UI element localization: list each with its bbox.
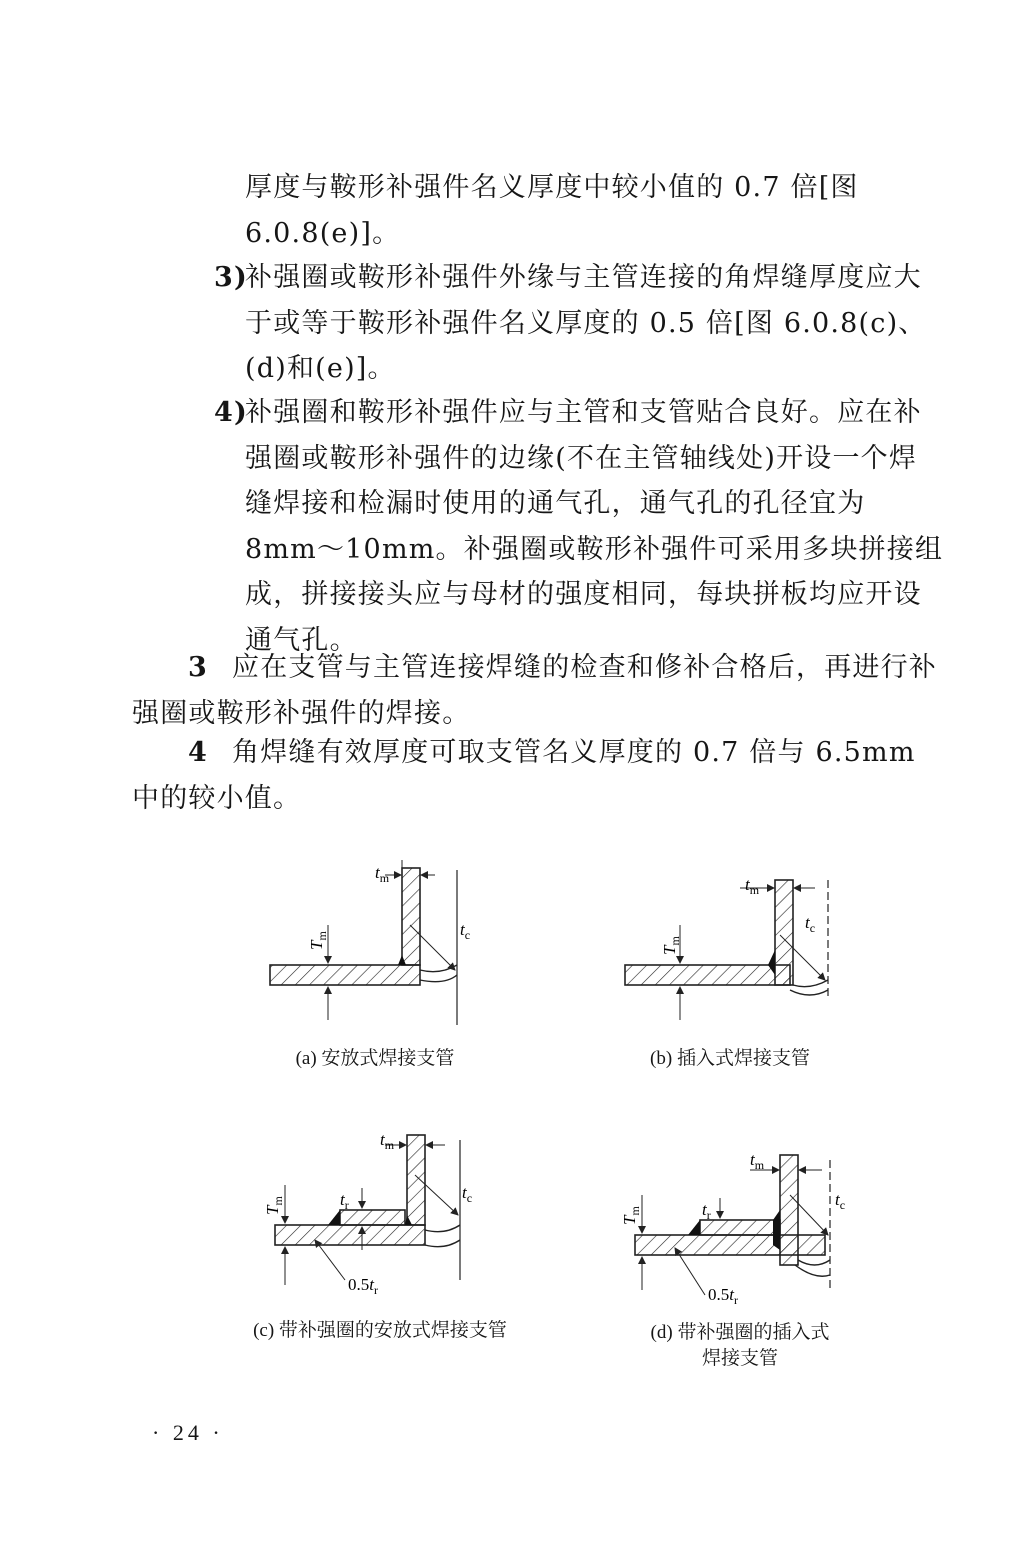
label-t-c-c: $t_c$ [462,1183,473,1205]
label-t-c-b: $t_c$ [805,913,816,935]
figure-b-set-in-branch [620,850,850,1030]
paragraph-continuation: 厚度与鞍形补强件名义厚度中较小值的 0.7 倍[图6.0.8(e)]。 [245,172,859,249]
clause-3-text: 应在支管与主管连接焊缝的检查和修补合格后，再进行补强圈或鞍形补强件的焊接。 [132,652,937,729]
label-half-t-r-d: $0.5t_r$ [708,1285,738,1307]
figure-c-set-on-with-pad [250,1120,490,1300]
figure-a-set-on-branch [260,850,490,1030]
figure-d-set-in-with-pad [610,1140,860,1320]
list-item-3-number: 3) [214,262,248,293]
label-T-m-c: $T_m$ [263,1196,285,1215]
caption-d-line2: 焊接支管 [701,1348,778,1369]
label-T-m-b: $T_m$ [660,936,682,955]
label-T-m-d: $T_m$ [620,1206,642,1225]
clause-4-text: 角焊缝有效厚度可取支管名义厚度的 0.7 倍与 6.5mm 中的较小值。 [132,737,916,814]
label-T-m: $T_m$ [307,931,329,950]
label-t-m: $t_m$ [375,863,390,885]
page-number: · 24 · [152,1420,224,1445]
label-t-c-d: $t_c$ [835,1190,846,1212]
label-t-r-d: $t_r$ [702,1200,711,1222]
label-t-m-b: $t_m$ [745,875,760,897]
caption-d-line1: (d) 带补强圈的插入式 [650,1322,830,1343]
label-t-r-c: $t_r$ [340,1190,349,1212]
list-item-4-number: 4) [214,397,248,428]
list-item-4-text: 补强圈和鞍形补强件应与主管和支管贴合良好。应在补强圈或鞍形补强件的边缘(不在主管轴线处)开设一个焊缝焊接和检漏时使用的通气孔，通气孔的孔径宜为 8mm～10mm。补强圈或鞍形补强件可采用多块拼接组成，拼接接头应与母材的强度相同，每块拼板均应开设通气孔。 [245,397,944,656]
list-item-3-text: 补强圈或鞍形补强件外缘与主管连接的角焊缝厚度应大于或等于鞍形补强件名义厚度的 0.5 倍[图 6.0.8(c)、(d)和(e)]。 [245,262,927,384]
caption-b: (b) 插入式焊接支管 [650,1048,810,1069]
clause-4-number: 4 [188,737,208,768]
caption-c: (c) 带补强圈的安放式焊接支管 [253,1320,507,1341]
label-t-m-c: $t_m$ [380,1130,395,1152]
label-t-m-d: $t_m$ [750,1150,765,1172]
caption-a: (a) 安放式焊接支管 [295,1048,455,1069]
label-t-c: $t_c$ [460,920,471,942]
clause-3-number: 3 [188,652,208,683]
label-half-t-r-c: $0.5t_r$ [348,1275,378,1297]
